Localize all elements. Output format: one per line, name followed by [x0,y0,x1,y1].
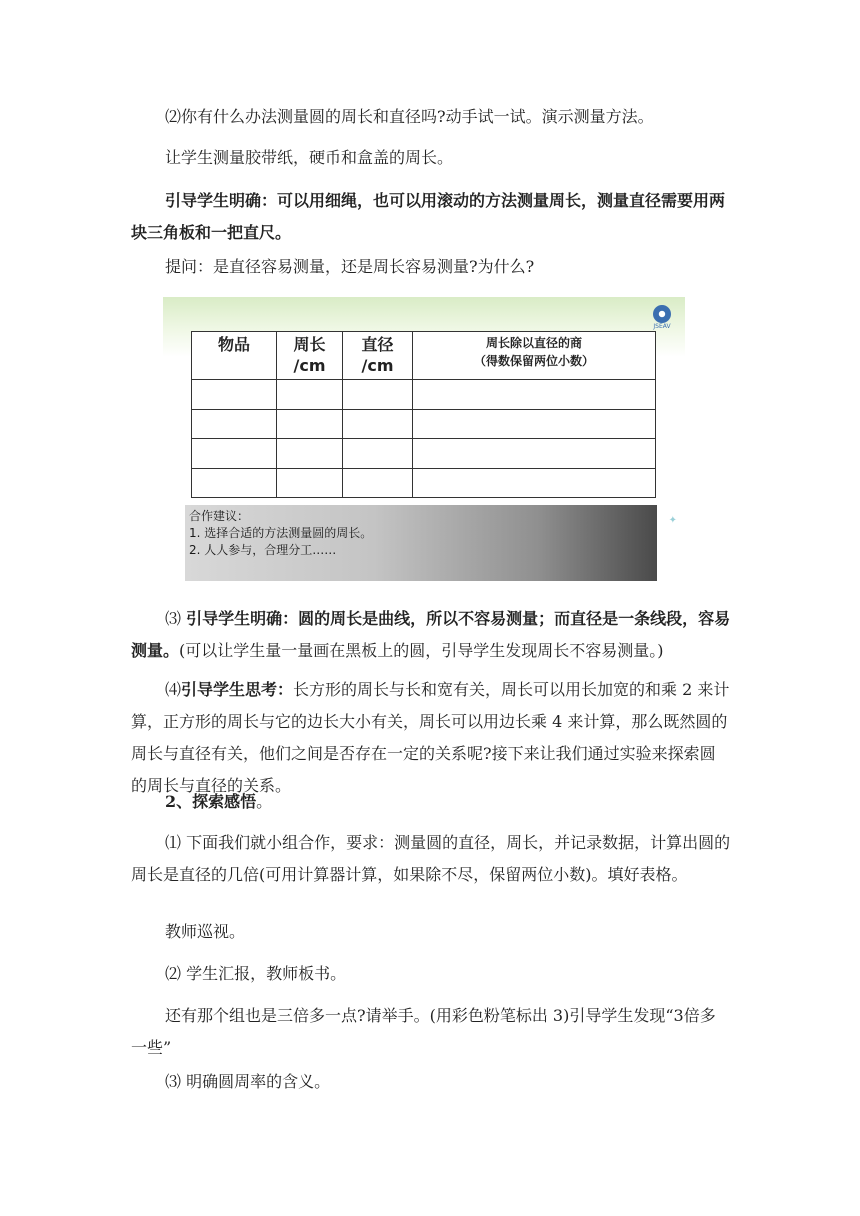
body-text: 长方形的周长与长和宽有关，周长可以用长加宽的和乘 2 来计算，正方形的周长与它的边长大小有关，周长可以用边长乘 4 来计算，那么既然圆的周长与直径有关，他们之间是否存在一定的关系呢?接下来让我们通过实验来探索圆的周长与直径的关系。 [131,680,730,795]
header-line: （得数保留两位小数） [473,354,594,368]
table-row [192,409,656,439]
table-cell [277,409,343,439]
bold-statement: 引导学生明确：圆的周长是曲线，所以不容易测量；而直径是一条线段，容易测量。 [131,609,731,660]
logo-ring-icon [653,305,671,323]
table-cell [277,468,343,498]
header-line: 周长除以直径的商 [485,336,582,350]
table-cell [413,468,656,498]
header-line: 物品 [217,335,250,354]
advice-item-2: 2. 人人参与，合理分工…… [189,543,337,557]
header-item [192,332,277,380]
paragraph-question: 提问：是直径容易测量，还是周长容易测量?为什么? [165,257,535,276]
header-quotient [413,332,656,380]
slide-image [163,297,685,584]
table-cell [192,380,277,410]
table-header-row [192,332,656,380]
paragraph-group-work: ⑴ 下面我们就小组合作，要求：测量圆的直径，周长，并记录数据，计算出圆的周长是直径的几倍(可用计算器计算，如果除不尽，保留两位小数)。填好表格。 [131,833,731,884]
paragraph-measure-methods: ⑵你有什么办法测量圆的周长和直径吗?动手试一试。演示测量方法。 [165,107,654,126]
table-cell [192,439,277,469]
paragraph-student-measure: 让学生测量胶带纸，硬币和盒盖的周长。 [165,148,454,167]
sparkle-decoration-icon: ✦ [668,515,677,526]
table-cell [192,468,277,498]
jseav-logo [647,305,677,333]
paragraph-pi-meaning: ⑶ 明确圆周率的含义。 [165,1072,331,1091]
table-cell [343,409,413,439]
table-row [192,439,656,469]
heading-bold: 2、探索感悟 [165,792,257,811]
table-cell [277,380,343,410]
table-row [192,468,656,498]
paragraph-guide-think [131,674,731,802]
table-cell [413,409,656,439]
bold-lead: 引导学生思考： [181,680,294,699]
advice-item-1: 1. 选择合适的方法测量圆的周长。 [189,526,373,540]
advice-title: 合作建议： [189,509,250,523]
header-diameter [343,332,413,380]
paragraph-guide-curve [131,603,731,667]
paragraph-guide-clarify: 引导学生明确：可以用细绳，也可以用滚动的方法测量周长，测量直径需要用两块三角板和一把直尺。 [131,191,726,242]
table-cell [413,380,656,410]
table-cell [192,409,277,439]
logo-text: JSEAV [653,323,671,330]
table-cell [413,439,656,469]
table-cell [343,468,413,498]
measurement-table [191,331,656,498]
header-line: 周长 [293,335,326,354]
header-line: 直径 [361,335,394,354]
paragraph-report: ⑵ 学生汇报，教师板书。 [165,964,347,983]
section-heading-explore [131,786,731,818]
header-circumference [277,332,343,380]
table-cell [343,439,413,469]
table-cell [343,380,413,410]
note-text: (可以让学生量一量画在黑板上的圆，引导学生发现周长不容易测量。) [179,641,664,660]
table-row [192,380,656,410]
item-number: ⑶ [165,609,187,628]
item-number: ⑷ [165,680,182,699]
paragraph-teacher-patrol: 教师巡视。 [165,922,246,941]
paragraph-three-times: 还有那个组也是三倍多一点?请举手。(用彩色粉笔标出 3)引导学生发现“3倍多一些” [131,1006,716,1057]
header-line: /cm [361,356,394,375]
heading-punct: 。 [256,792,273,811]
cooperation-advice-box [185,505,657,581]
header-line: /cm [293,356,326,375]
table-cell [277,439,343,469]
